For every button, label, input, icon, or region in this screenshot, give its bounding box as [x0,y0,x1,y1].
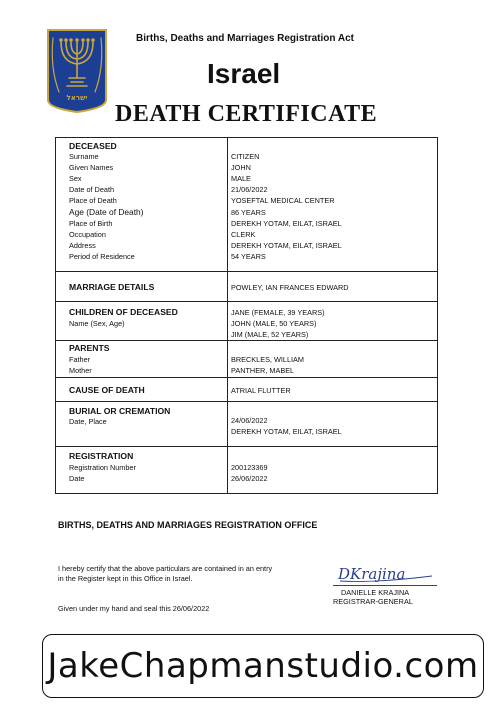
certification-text-line2: in the Register kept in this Office in Israel. [58,574,193,583]
signature-text: DKrajina [338,565,406,583]
burial-section [56,401,437,446]
field-label: Date of Death [69,185,115,194]
field-value: CLERK [231,230,256,239]
state-emblem-icon [45,28,109,114]
field-value: DEREKH YOTAM, EILAT, ISRAEL [231,427,342,436]
field-value: 24/06/2022 [231,416,268,425]
document-title: DEATH CERTIFICATE [115,101,378,127]
section-heading: CAUSE OF DEATH [69,385,145,395]
given-date-text: Given under my hand and seal this 26/06/2022 [58,604,210,613]
section-heading: PARENTS [69,343,110,353]
children-section [56,301,437,340]
registrar-title: REGISTRAR-GENERAL [333,597,413,606]
field-value: JANE (FEMALE, 39 YEARS) [231,308,325,317]
field-label: Date, Place [69,417,107,426]
field-label: Date [69,474,85,483]
watermark-banner [42,634,484,698]
marriage-section [56,271,437,301]
field-value: 21/06/2022 [231,185,268,194]
field-label: Occupation [69,230,106,239]
watermark-text: JakeChapmanstudio.com [47,646,479,686]
field-value: CITIZEN [231,152,260,161]
field-value: BRECKLES, WILLIAM [231,355,304,364]
field-value: 200123369 [231,463,268,472]
field-label: Period of Residence [69,252,135,261]
field-label: Sex [69,174,82,183]
deceased-section [56,138,437,271]
field-value: DEREKH YOTAM, EILAT, ISRAEL [231,219,342,228]
registration-section [56,446,437,493]
cause-section [56,377,437,401]
act-title: Births, Deaths and Marriages Registration Act [136,33,355,44]
section-heading: REGISTRATION [69,451,134,461]
field-value: 26/06/2022 [231,474,268,483]
section-heading: MARRIAGE DETAILS [69,282,155,292]
field-label: Place of Death [69,196,117,205]
section-heading: DECEASED [69,141,117,151]
field-value: ATRIAL FLUTTER [231,386,291,395]
certificate-table [55,137,438,494]
field-value: 86 YEARS [231,208,266,217]
parents-section [56,340,437,377]
field-value: JIM (MALE, 52 YEARS) [231,330,309,339]
field-label: Place of Birth [69,219,113,228]
field-label: Father [69,355,91,364]
section-heading: CHILDREN OF DECEASED [69,307,178,317]
section-heading: BURIAL OR CREMATION [69,406,171,416]
office-title: BIRTHS, DEATHS AND MARRIAGES REGISTRATION OFFICE [58,520,318,530]
field-value: POWLEY, IAN FRANCES EDWARD [231,283,349,292]
registrar-signature [336,562,436,584]
field-label: Name (Sex, Age) [69,319,125,328]
field-value: JOHN (MALE, 50 YEARS) [231,319,317,328]
certification-text-line1: I hereby certify that the above particulars are contained in an entry [58,564,273,573]
field-label: Surname [69,152,99,161]
field-value: YOSEFTAL MEDICAL CENTER [231,196,335,205]
signature-line [333,585,437,586]
country-title: Israel [207,58,281,89]
field-label: Given Names [69,163,114,172]
registrar-name: DANIELLE KRAJINA [341,588,410,597]
field-label: Mother [69,366,92,375]
emblem-label: ישראל [66,94,88,102]
field-value: JOHN [231,163,251,172]
field-value: DEREKH YOTAM, EILAT, ISRAEL [231,241,342,250]
field-value: 54 YEARS [231,252,266,261]
field-label: Registration Number [69,463,136,472]
field-value: PANTHER, MABEL [231,366,295,375]
field-value: MALE [231,174,251,183]
field-label: Age (Date of Death) [69,207,144,217]
field-label: Address [69,241,96,250]
